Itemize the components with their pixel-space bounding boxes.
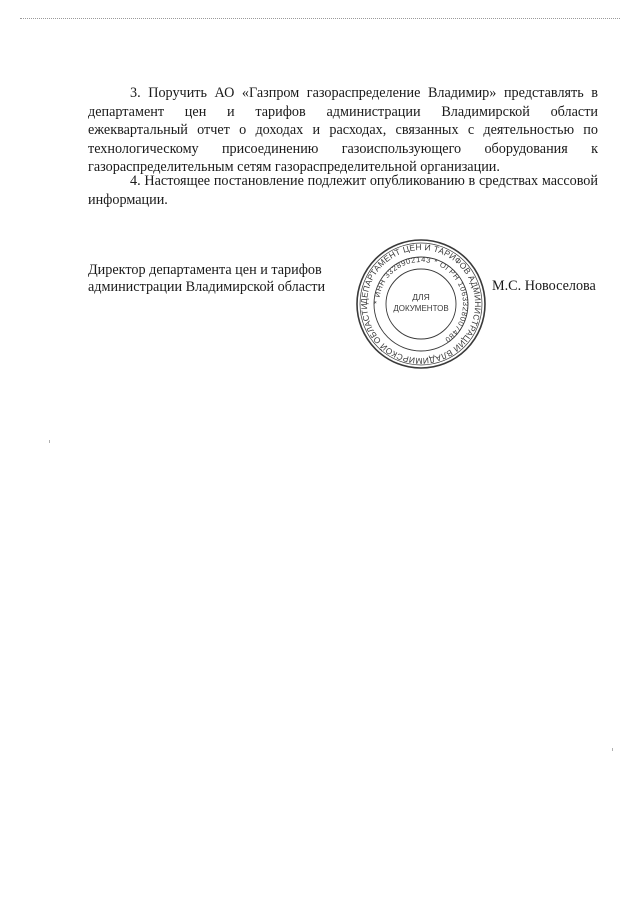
official-seal (353, 236, 489, 372)
official-seal-graphic (353, 236, 489, 372)
scan-speck (612, 748, 613, 751)
seal-inner-text: * ИНН 3328902143 * ОГРН 1063328007480 (371, 254, 471, 345)
scan-speck (49, 440, 50, 443)
paragraph-item-4: 4. Настоящее постановление подлежит опубликованию в средствах массовой информации. (88, 173, 598, 208)
seal-center-line-2: ДОКУМЕНТОВ (393, 304, 449, 313)
seal-center-line-1: ДЛЯ (412, 292, 430, 302)
top-scan-edge (20, 18, 620, 19)
signatory-name: М.С. Новоселова (492, 278, 596, 294)
signatory-title (88, 262, 358, 296)
signatory-title-line-2: администрации Владимирской области (88, 279, 326, 295)
seal-outer-text: ДЕПАРТАМЕНТ ЦЕН И ТАРИФОВ АДМИНИСТРАЦИИ ВЛАДИМИРСКОЙ ОБЛАСТИ (358, 241, 484, 367)
signatory-title-line-1: Директор департамента цен и тарифов (88, 262, 322, 278)
paragraph-item-3: 3. Поручить АО «Газпром газораспределение Владимир» представлять в департамент цен и тарифов администрации Владимирской области ежеквартальный отчет о доходах и расходах, связанных с деятельностью по технологическому присоединению газоиспользующего оборудования к газораспределительным сетям газораспределительной организации. (88, 85, 598, 175)
